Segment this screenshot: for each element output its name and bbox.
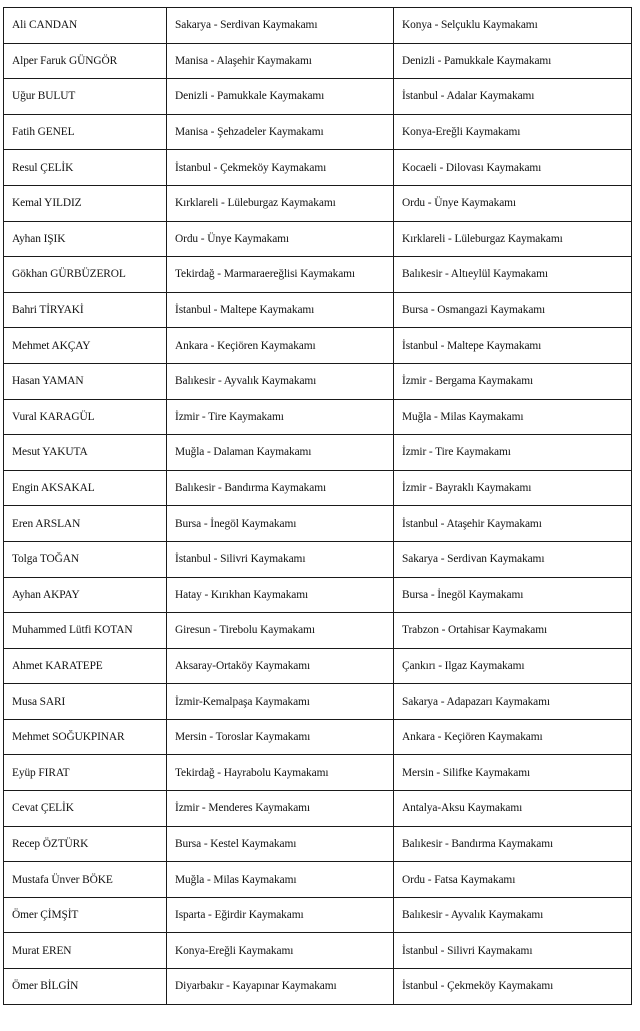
new-post-cell: İstanbul - Maltepe Kaymakamı	[394, 328, 632, 364]
person-name-cell: Kemal YILDIZ	[4, 185, 167, 221]
current-post-cell: Tekirdağ - Marmaraereğlisi Kaymakamı	[167, 257, 394, 293]
person-name-cell: Ayhan AKPAY	[4, 577, 167, 613]
new-post-cell: Ankara - Keçiören Kaymakamı	[394, 719, 632, 755]
current-post-cell: Giresun - Tirebolu Kaymakamı	[167, 613, 394, 649]
person-name-cell: Ahmet KARATEPE	[4, 648, 167, 684]
person-name-cell: Hasan YAMAN	[4, 363, 167, 399]
person-name-cell: Alper Faruk GÜNGÖR	[4, 43, 167, 79]
current-post-cell: İstanbul - Maltepe Kaymakamı	[167, 292, 394, 328]
current-post-cell: Manisa - Şehzadeler Kaymakamı	[167, 114, 394, 150]
table-row	[4, 435, 632, 471]
current-post-cell: Kırklareli - Lüleburgaz Kaymakamı	[167, 185, 394, 221]
person-name-cell: Mehmet SOĞUKPINAR	[4, 719, 167, 755]
table-row	[4, 79, 632, 115]
new-post-cell: Balıkesir - Altıeylül Kaymakamı	[394, 257, 632, 293]
person-name-cell: Bahri TİRYAKİ	[4, 292, 167, 328]
person-name-cell: Gökhan GÜRBÜZEROL	[4, 257, 167, 293]
new-post-cell: Balıkesir - Ayvalık Kaymakamı	[394, 897, 632, 933]
person-name-cell: Ali CANDAN	[4, 8, 167, 44]
person-name-cell: Eyüp FIRAT	[4, 755, 167, 791]
current-post-cell: İstanbul - Çekmeköy Kaymakamı	[167, 150, 394, 186]
new-post-cell: İstanbul - Çekmeköy Kaymakamı	[394, 969, 632, 1005]
person-name-cell: Musa SARI	[4, 684, 167, 720]
table-row	[4, 363, 632, 399]
table-body	[4, 8, 632, 1005]
current-post-cell: Diyarbakır - Kayapınar Kaymakamı	[167, 969, 394, 1005]
current-post-cell: Ankara - Keçiören Kaymakamı	[167, 328, 394, 364]
new-post-cell: Sakarya - Serdivan Kaymakamı	[394, 541, 632, 577]
table-row	[4, 8, 632, 44]
new-post-cell: İstanbul - Ataşehir Kaymakamı	[394, 506, 632, 542]
current-post-cell: Balıkesir - Ayvalık Kaymakamı	[167, 363, 394, 399]
person-name-cell: Engin AKSAKAL	[4, 470, 167, 506]
person-name-cell: Ömer ÇİMŞİT	[4, 897, 167, 933]
table-row	[4, 826, 632, 862]
current-post-cell: Mersin - Toroslar Kaymakamı	[167, 719, 394, 755]
current-post-cell: Sakarya - Serdivan Kaymakamı	[167, 8, 394, 44]
new-post-cell: Çankırı - Ilgaz Kaymakamı	[394, 648, 632, 684]
person-name-cell: Murat EREN	[4, 933, 167, 969]
table-row	[4, 292, 632, 328]
table-row	[4, 719, 632, 755]
table-row	[4, 791, 632, 827]
current-post-cell: Isparta - Eğirdir Kaymakamı	[167, 897, 394, 933]
current-post-cell: Balıkesir - Bandırma Kaymakamı	[167, 470, 394, 506]
new-post-cell: Balıkesir - Bandırma Kaymakamı	[394, 826, 632, 862]
person-name-cell: Ayhan IŞIK	[4, 221, 167, 257]
new-post-cell: İstanbul - Adalar Kaymakamı	[394, 79, 632, 115]
current-post-cell: Bursa - İnegöl Kaymakamı	[167, 506, 394, 542]
new-post-cell: Mersin - Silifke Kaymakamı	[394, 755, 632, 791]
new-post-cell: Ordu - Fatsa Kaymakamı	[394, 862, 632, 898]
table-row	[4, 755, 632, 791]
person-name-cell: Vural KARAGÜL	[4, 399, 167, 435]
table-row	[4, 185, 632, 221]
person-name-cell: Mehmet AKÇAY	[4, 328, 167, 364]
new-post-cell: Kırklareli - Lüleburgaz Kaymakamı	[394, 221, 632, 257]
table-row	[4, 648, 632, 684]
new-post-cell: Bursa - İnegöl Kaymakamı	[394, 577, 632, 613]
new-post-cell: Muğla - Milas Kaymakamı	[394, 399, 632, 435]
current-post-cell: İzmir - Menderes Kaymakamı	[167, 791, 394, 827]
new-post-cell: Kocaeli - Dilovası Kaymakamı	[394, 150, 632, 186]
person-name-cell: Mustafa Ünver BÖKE	[4, 862, 167, 898]
table-row	[4, 684, 632, 720]
current-post-cell: Hatay - Kırıkhan Kaymakamı	[167, 577, 394, 613]
table-row	[4, 933, 632, 969]
table-row	[4, 43, 632, 79]
current-post-cell: İzmir-Kemalpaşa Kaymakamı	[167, 684, 394, 720]
table-row	[4, 506, 632, 542]
person-name-cell: Recep ÖZTÜRK	[4, 826, 167, 862]
new-post-cell: Sakarya - Adapazarı Kaymakamı	[394, 684, 632, 720]
table-row	[4, 221, 632, 257]
person-name-cell: Fatih GENEL	[4, 114, 167, 150]
new-post-cell: Denizli - Pamukkale Kaymakamı	[394, 43, 632, 79]
new-post-cell: İzmir - Bergama Kaymakamı	[394, 363, 632, 399]
table-row	[4, 399, 632, 435]
table-row	[4, 470, 632, 506]
current-post-cell: Aksaray-Ortaköy Kaymakamı	[167, 648, 394, 684]
current-post-cell: Denizli - Pamukkale Kaymakamı	[167, 79, 394, 115]
current-post-cell: Bursa - Kestel Kaymakamı	[167, 826, 394, 862]
document-page	[3, 7, 631, 1005]
table-row	[4, 114, 632, 150]
table-row	[4, 613, 632, 649]
current-post-cell: İstanbul - Silivri Kaymakamı	[167, 541, 394, 577]
assignment-table	[3, 7, 632, 1005]
new-post-cell: İzmir - Bayraklı Kaymakamı	[394, 470, 632, 506]
person-name-cell: Cevat ÇELİK	[4, 791, 167, 827]
new-post-cell: Konya-Ereğli Kaymakamı	[394, 114, 632, 150]
person-name-cell: Tolga TOĞAN	[4, 541, 167, 577]
current-post-cell: Muğla - Milas Kaymakamı	[167, 862, 394, 898]
table-row	[4, 862, 632, 898]
person-name-cell: Muhammed Lütfi KOTAN	[4, 613, 167, 649]
table-row	[4, 897, 632, 933]
new-post-cell: Bursa - Osmangazi Kaymakamı	[394, 292, 632, 328]
table-row	[4, 969, 632, 1005]
new-post-cell: İzmir - Tire Kaymakamı	[394, 435, 632, 471]
current-post-cell: Tekirdağ - Hayrabolu Kaymakamı	[167, 755, 394, 791]
table-row	[4, 257, 632, 293]
table-row	[4, 541, 632, 577]
new-post-cell: Trabzon - Ortahisar Kaymakamı	[394, 613, 632, 649]
table-row	[4, 328, 632, 364]
current-post-cell: Ordu - Ünye Kaymakamı	[167, 221, 394, 257]
person-name-cell: Resul ÇELİK	[4, 150, 167, 186]
table-row	[4, 150, 632, 186]
new-post-cell: Ordu - Ünye Kaymakamı	[394, 185, 632, 221]
table-row	[4, 577, 632, 613]
new-post-cell: Antalya-Aksu Kaymakamı	[394, 791, 632, 827]
current-post-cell: Manisa - Alaşehir Kaymakamı	[167, 43, 394, 79]
person-name-cell: Mesut YAKUTA	[4, 435, 167, 471]
person-name-cell: Uğur BULUT	[4, 79, 167, 115]
new-post-cell: Konya - Selçuklu Kaymakamı	[394, 8, 632, 44]
current-post-cell: Muğla - Dalaman Kaymakamı	[167, 435, 394, 471]
person-name-cell: Ömer BİLGİN	[4, 969, 167, 1005]
person-name-cell: Eren ARSLAN	[4, 506, 167, 542]
current-post-cell: Konya-Ereğli Kaymakamı	[167, 933, 394, 969]
current-post-cell: İzmir - Tire Kaymakamı	[167, 399, 394, 435]
new-post-cell: İstanbul - Silivri Kaymakamı	[394, 933, 632, 969]
